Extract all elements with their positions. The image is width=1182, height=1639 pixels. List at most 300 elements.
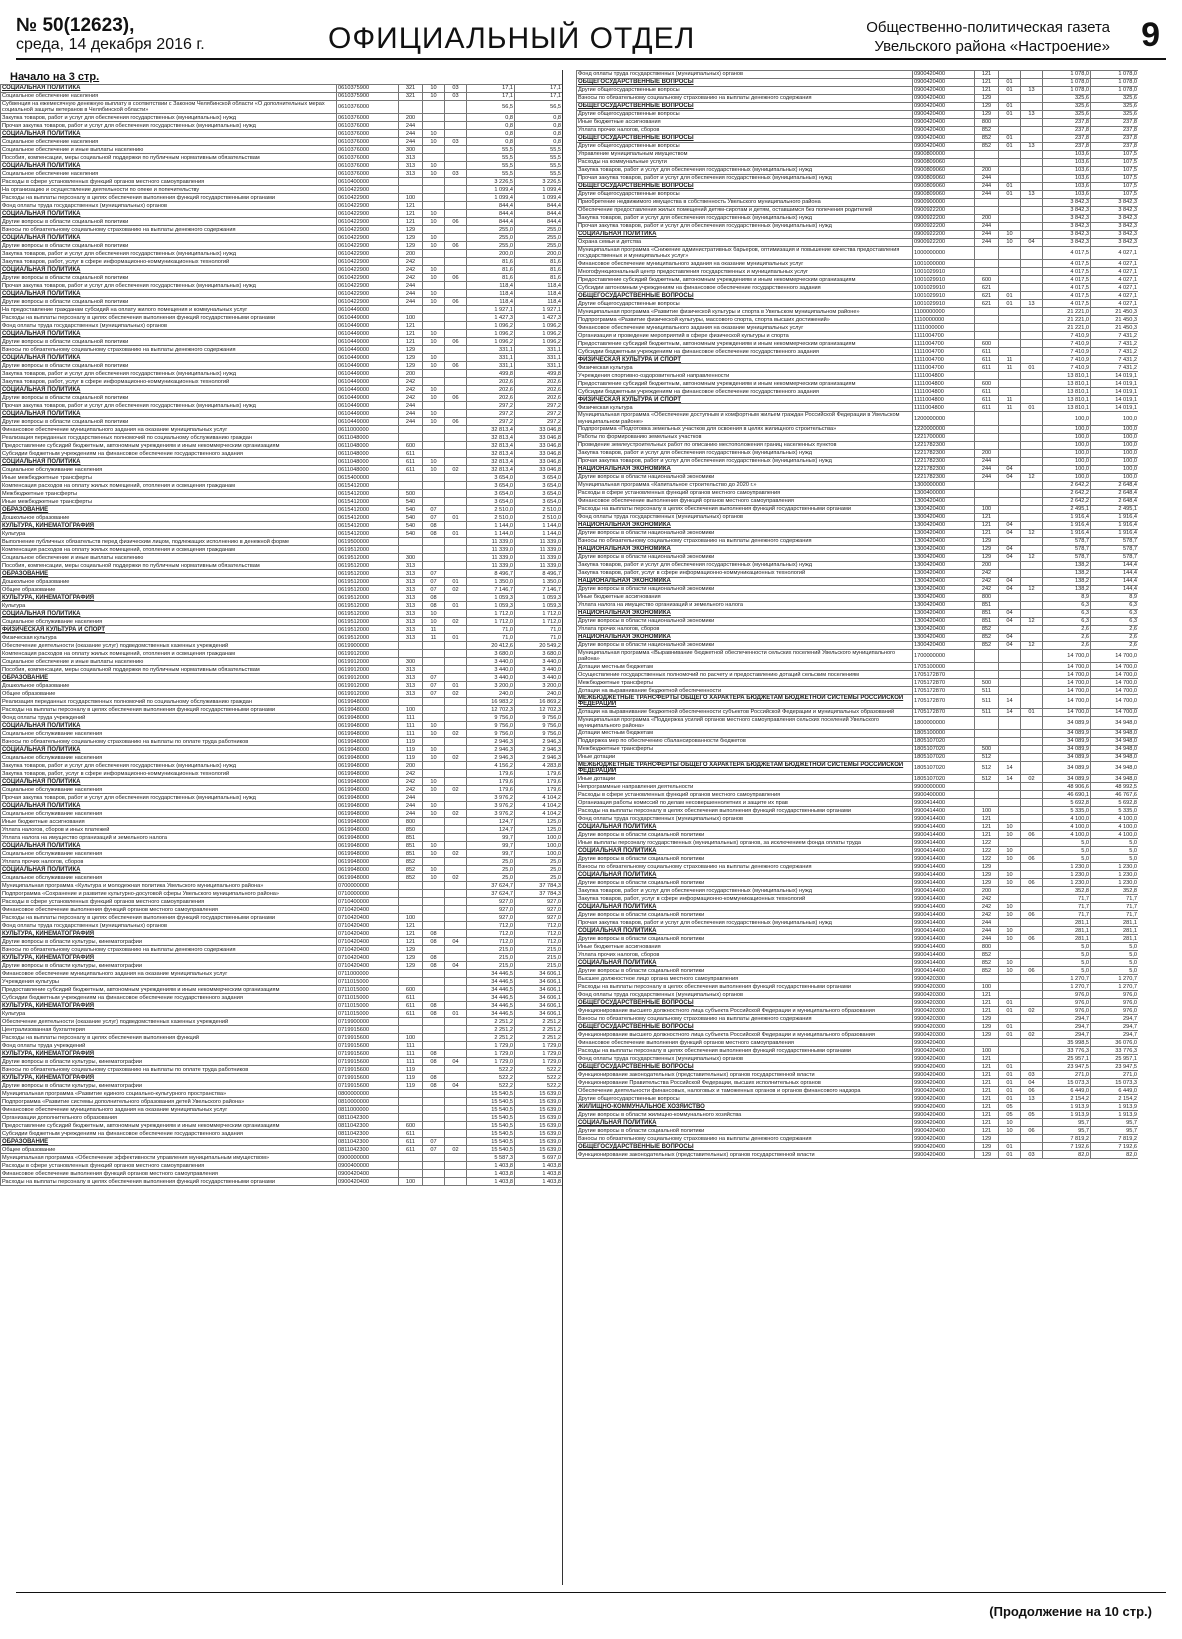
row-subsection [1021, 959, 1043, 967]
budget-row [1, 506, 563, 514]
row-target-code: 0900420400 [913, 71, 975, 79]
row-amount-2017: 81,6 [467, 266, 515, 274]
row-subsection [1021, 991, 1043, 999]
row-name: Взносы по обязательному социальному страхованию на выплаты денежного содержания [1, 226, 337, 234]
row-target-code: 1300420400 [913, 625, 975, 633]
row-expense-type: 129 [975, 553, 999, 561]
row-subsection [445, 378, 467, 386]
row-section [999, 425, 1021, 433]
row-name: НАЦИОНАЛЬНАЯ ЭКОНОМИКА [577, 521, 913, 529]
budget-row [577, 1047, 1139, 1055]
row-name: Расходы на выплаты персоналу в целях обеспечения выполнения функций государственными органами [1, 706, 337, 714]
row-amount-2018: 15 639,0 [515, 1114, 563, 1122]
row-name: Муниципальная программа «Развитие физической культуры и спорта в Увельском муниципальном районе» [577, 308, 913, 316]
row-amount-2017: 202,6 [467, 378, 515, 386]
row-subsection: 04 [445, 1082, 467, 1090]
row-name: СОЦИАЛЬНАЯ ПОЛИТИКА [577, 1119, 913, 1127]
row-subsection [445, 101, 467, 114]
row-amount-2017: 976,0 [1043, 999, 1091, 1007]
row-amount-2017: 8 496,7 [467, 570, 515, 578]
row-target-code: 0710400000 [337, 898, 399, 906]
row-name: Другие общегосударственные вопросы [577, 87, 913, 95]
row-amount-2018: 331,1 [515, 362, 563, 370]
budget-row [1, 786, 563, 794]
row-target-code: 9900000000 [913, 783, 975, 791]
row-target-code: 0615412000 [337, 482, 399, 490]
row-expense-type: 111 [399, 1058, 423, 1066]
row-amount-2017: 255,0 [467, 242, 515, 250]
row-amount-2018: 0,8 [515, 138, 563, 146]
row-target-code: 0900420400 [913, 135, 975, 143]
budget-row [1, 778, 563, 786]
row-name: Подпрограмма «Подготовка земельных участков для освоения в целях жилищного строительства» [577, 425, 913, 433]
row-amount-2017: 34 089,9 [1043, 746, 1091, 754]
row-amount-2017: 3 654,0 [467, 498, 515, 506]
row-subsection: 02 [445, 850, 467, 858]
budget-row [1, 1114, 563, 1122]
budget-row [577, 863, 1139, 871]
row-subsection [445, 1170, 467, 1178]
row-subsection [445, 1122, 467, 1130]
budget-row [577, 332, 1139, 340]
row-expense-type [399, 650, 423, 658]
row-amount-2018: 1 712,0 [515, 610, 563, 618]
row-amount-2018: 118,4 [515, 290, 563, 298]
row-subsection [445, 498, 467, 506]
row-subsection [445, 610, 467, 618]
row-amount-2017: 2 251,2 [467, 1034, 515, 1042]
row-expense-type: 200 [399, 762, 423, 770]
row-amount-2017: 5,0 [1043, 839, 1091, 847]
row-amount-2018: 14 700,0 [1091, 679, 1139, 687]
row-target-code: 0619948000 [337, 706, 399, 714]
budget-row [1, 674, 563, 682]
row-amount-2017: 6,3 [1043, 609, 1091, 617]
row-section [423, 194, 445, 202]
row-expense-type: 800 [975, 593, 999, 601]
row-name: СОЦИАЛЬНАЯ ПОЛИТИКА [1, 162, 337, 170]
row-subsection [445, 1130, 467, 1138]
row-target-code: 9900420300 [913, 999, 975, 1007]
row-section [999, 119, 1021, 127]
row-expense-type: 129 [399, 226, 423, 234]
row-amount-2017: 35 998,5 [1043, 1039, 1091, 1047]
row-target-code: 0611048000 [337, 466, 399, 474]
row-section: 10 [423, 274, 445, 282]
budget-row [577, 79, 1139, 87]
budget-row [577, 276, 1139, 284]
row-section: 10 [423, 362, 445, 370]
row-amount-2018: 4 027,1 [1091, 247, 1139, 260]
row-name: Иные межбюджетные трансферты [1, 474, 337, 482]
row-amount-2018: 100,0 [1091, 449, 1139, 457]
row-expense-type: 121 [399, 338, 423, 346]
row-amount-2017: 32 813,4 [467, 426, 515, 434]
row-section [999, 380, 1021, 388]
row-subsection [1021, 79, 1043, 87]
budget-row [1, 874, 563, 882]
row-name: Другие вопросы в области социальной политики [577, 967, 913, 975]
row-expense-type: 244 [975, 927, 999, 935]
row-expense-type [975, 799, 999, 807]
row-target-code: 0611048000 [337, 434, 399, 442]
row-expense-type: 100 [399, 314, 423, 322]
row-subsection [1021, 489, 1043, 497]
budget-row [577, 545, 1139, 553]
budget-row [577, 855, 1139, 863]
row-name: Муниципальная программа «Капитальное строительство до 2020 г.» [577, 481, 913, 489]
row-name: Другие вопросы в области социальной политики [1, 394, 337, 402]
row-name: ОБЩЕГОСУДАРСТВЕННЫЕ ВОПРОСЫ [577, 135, 913, 143]
budget-row [1, 210, 563, 218]
row-amount-2018: 34 948,0 [1091, 746, 1139, 754]
row-subsection [445, 794, 467, 802]
row-name: Другие вопросы в области социальной политики [1, 218, 337, 226]
row-amount-2017: 3 654,0 [467, 474, 515, 482]
budget-row [1, 434, 563, 442]
row-amount-2017: 4 017,5 [1043, 284, 1091, 292]
row-target-code: 0719915600 [337, 1074, 399, 1082]
row-target-code: 0610449000 [337, 362, 399, 370]
row-amount-2017: 255,0 [467, 234, 515, 242]
row-amount-2018: 11 339,0 [515, 538, 563, 546]
row-expense-type: 200 [975, 887, 999, 895]
row-name: Пособия, компенсации, меры социальной поддержки по публичным нормативным обязательствам [1, 154, 337, 162]
budget-row [1, 370, 563, 378]
row-amount-2018: 4 100,0 [1091, 831, 1139, 839]
row-name: Фонд оплаты труда государственных (муниципальных) органов [577, 815, 913, 823]
row-amount-2017: 103,6 [1043, 167, 1091, 175]
row-section [999, 730, 1021, 738]
row-target-code: 0615412000 [337, 498, 399, 506]
row-subsection [1021, 687, 1043, 695]
row-section [423, 890, 445, 898]
budget-row [1, 306, 563, 314]
row-subsection [1021, 292, 1043, 300]
row-expense-type: 313 [399, 154, 423, 162]
row-amount-2018: 33 046,8 [515, 450, 563, 458]
row-amount-2018: 34 606,1 [515, 1002, 563, 1010]
row-amount-2017: 331,1 [467, 346, 515, 354]
row-name: Социальное обеспечение и иные выплаты населению [1, 554, 337, 562]
row-name: СОЦИАЛЬНАЯ ПОЛИТИКА [1, 410, 337, 418]
row-amount-2017: 297,2 [467, 418, 515, 426]
row-subsection [1021, 1055, 1043, 1063]
row-target-code: 0619948000 [337, 802, 399, 810]
row-amount-2017: 15 540,5 [467, 1098, 515, 1106]
row-expense-type [975, 791, 999, 799]
row-expense-type [399, 978, 423, 986]
row-subsection [1021, 497, 1043, 505]
budget-row [1, 634, 563, 642]
row-expense-type: 313 [399, 594, 423, 602]
row-amount-2017: 1 078,0 [1043, 79, 1091, 87]
row-section [423, 186, 445, 194]
row-amount-2017: 37 624,7 [467, 882, 515, 890]
row-amount-2018: 237,8 [1091, 119, 1139, 127]
row-target-code: 0611048000 [337, 458, 399, 466]
budget-row [1, 914, 563, 922]
row-amount-2018: 107,5 [1091, 159, 1139, 167]
row-name: Пособия, компенсации, меры социальной поддержки по публичным нормативным обязательствам [1, 562, 337, 570]
row-section: 10 [423, 234, 445, 242]
budget-row [1, 362, 563, 370]
row-expense-type: 321 [399, 93, 423, 101]
row-name: Взносы по обязательному социальному страхованию на выплаты денежного содержания [577, 1135, 913, 1143]
row-subsection [1021, 815, 1043, 823]
budget-row [577, 199, 1139, 207]
row-name: Другие вопросы в области социальной политики [577, 911, 913, 919]
row-subsection [445, 1090, 467, 1098]
row-amount-2017: 7 146,7 [467, 586, 515, 594]
row-amount-2018: 34 948,0 [1091, 754, 1139, 762]
row-name: СОЦИАЛЬНАЯ ПОЛИТИКА [577, 847, 913, 855]
row-expense-type: 852 [399, 874, 423, 882]
row-subsection [445, 570, 467, 578]
row-expense-type: 200 [975, 561, 999, 569]
budget-row [577, 1055, 1139, 1063]
row-target-code: 0610376000 [337, 146, 399, 154]
row-section [999, 783, 1021, 791]
row-target-code: 0619512000 [337, 554, 399, 562]
row-section [999, 340, 1021, 348]
row-amount-2018: 71,7 [1091, 895, 1139, 903]
row-subsection [445, 258, 467, 266]
row-expense-type: 611 [975, 356, 999, 364]
row-section [999, 1135, 1021, 1143]
row-name: Предоставление субсидий бюджетным, автономным учреждениям и иным некоммерческим организациям [1, 986, 337, 994]
row-subsection [1021, 1063, 1043, 1071]
row-section: 04 [999, 529, 1021, 537]
row-amount-2017: 215,0 [467, 962, 515, 970]
budget-row [577, 593, 1139, 601]
row-section [999, 268, 1021, 276]
row-amount-2017: 99,7 [467, 842, 515, 850]
row-section: 01 [999, 111, 1021, 119]
row-expense-type: 200 [399, 114, 423, 122]
row-section: 10 [423, 210, 445, 218]
row-expense-type: 111 [399, 1050, 423, 1058]
row-section: 01 [999, 1087, 1021, 1095]
paper-name [866, 18, 1110, 56]
row-amount-2018: 712,0 [515, 938, 563, 946]
row-expense-type: 800 [975, 943, 999, 951]
row-target-code: 0615412000 [337, 530, 399, 538]
row-amount-2018: 55,5 [515, 146, 563, 154]
row-section [423, 706, 445, 714]
row-expense-type: 611 [399, 466, 423, 474]
row-amount-2018: 4 027,1 [1091, 268, 1139, 276]
budget-row [577, 738, 1139, 746]
row-section: 10 [423, 850, 445, 858]
row-expense-type: 512 [975, 754, 999, 762]
row-section: 08 [423, 602, 445, 610]
budget-row [577, 815, 1139, 823]
row-name: ОБЩЕГОСУДАРСТВЕННЫЕ ВОПРОСЫ [577, 79, 913, 87]
budget-row [1, 258, 563, 266]
row-amount-2017: 1 096,2 [467, 330, 515, 338]
row-amount-2017: 1 403,8 [467, 1178, 515, 1186]
row-name: Уплата налога на имущество организаций и земельного налога [577, 601, 913, 609]
row-amount-2017: 1 427,3 [467, 314, 515, 322]
row-subsection [1021, 671, 1043, 679]
row-expense-type: 242 [399, 378, 423, 386]
row-target-code: 9900414400 [913, 919, 975, 927]
row-section [999, 247, 1021, 260]
row-amount-2017: 100,0 [1043, 473, 1091, 481]
row-amount-2017: 15 540,5 [467, 1146, 515, 1154]
row-section: 01 [999, 183, 1021, 191]
row-target-code: 0610376000 [337, 170, 399, 178]
row-amount-2017: 15 540,5 [467, 1138, 515, 1146]
row-amount-2017: 25,0 [467, 874, 515, 882]
row-amount-2017: 138,2 [1043, 561, 1091, 569]
issue-info [16, 16, 205, 54]
row-name: Иные бюджетные ассигнования [577, 119, 913, 127]
row-target-code: 1300420400 [913, 569, 975, 577]
row-subsection [1021, 951, 1043, 959]
row-subsection [1021, 521, 1043, 529]
row-amount-2017: 3 842,3 [1043, 231, 1091, 239]
row-name: ОБЩЕГОСУДАРСТВЕННЫЕ ВОПРОСЫ [577, 1143, 913, 1151]
row-amount-2018: 25 957,1 [1091, 1055, 1139, 1063]
row-name: Финансовое обеспечение муниципального задания на оказание муниципальных услуг [1, 970, 337, 978]
budget-row [1, 946, 563, 954]
row-amount-2018: 46 767,6 [1091, 791, 1139, 799]
row-section: 04 [999, 617, 1021, 625]
row-expense-type [399, 1154, 423, 1162]
row-expense-type: 119 [399, 1066, 423, 1074]
row-section: 08 [423, 938, 445, 946]
row-target-code: 0610449000 [337, 322, 399, 330]
row-name: СОЦИАЛЬНАЯ ПОЛИТИКА [1, 386, 337, 394]
row-amount-2017: 0,8 [467, 114, 515, 122]
row-name: Реализация переданных государственных полномочий по социальному обслуживанию граждан [1, 698, 337, 706]
row-subsection: 03 [445, 93, 467, 101]
row-name: Прочая закупка товаров, работ и услуг для обеспечения государственных (муниципальных) нужд [1, 282, 337, 290]
budget-row [577, 481, 1139, 489]
row-subsection [445, 642, 467, 650]
row-name: Закупка товаров, работ и услуг для обеспечения государственных (муниципальных) нужд [1, 762, 337, 770]
row-subsection [445, 266, 467, 274]
row-expense-type: 244 [399, 794, 423, 802]
row-subsection [445, 1162, 467, 1170]
budget-row [577, 1103, 1139, 1111]
row-amount-2017: 99,7 [467, 834, 515, 842]
row-amount-2018: 1 712,0 [515, 618, 563, 626]
row-target-code: 1300420400 [913, 561, 975, 569]
row-expense-type: 313 [399, 626, 423, 634]
budget-row [1, 346, 563, 354]
row-amount-2017: 2 946,3 [467, 746, 515, 754]
row-amount-2017: 578,7 [1043, 537, 1091, 545]
budget-row [1, 826, 563, 834]
row-subsection [1021, 863, 1043, 871]
row-target-code: 0719915600 [337, 1066, 399, 1074]
row-name: Другие вопросы в области культуры, кинематографии [1, 1058, 337, 1066]
row-section [423, 101, 445, 114]
row-amount-2018: 1 099,4 [515, 194, 563, 202]
budget-row [1, 450, 563, 458]
budget-row [1, 538, 563, 546]
budget-row [577, 380, 1139, 388]
row-target-code: 0610422900 [337, 258, 399, 266]
row-amount-2018: 1 927,1 [515, 306, 563, 314]
row-expense-type: 851 [399, 834, 423, 842]
budget-row [1, 154, 563, 162]
row-section [999, 561, 1021, 569]
row-subsection: 13 [1021, 111, 1043, 119]
row-section: 10 [423, 330, 445, 338]
row-name: Уплата прочих налогов, сборов [577, 625, 913, 633]
row-subsection [445, 714, 467, 722]
row-amount-2017: 499,8 [467, 370, 515, 378]
row-name: Общее образование [1, 1146, 337, 1154]
row-expense-type [399, 1018, 423, 1026]
row-expense-type: 540 [399, 514, 423, 522]
row-amount-2017: 3 440,0 [467, 674, 515, 682]
row-expense-type: 611 [399, 458, 423, 466]
budget-row [577, 1039, 1139, 1047]
row-amount-2018: 20 549,2 [515, 642, 563, 650]
row-target-code: 0610376000 [337, 162, 399, 170]
row-subsection [1021, 348, 1043, 356]
budget-row [1, 722, 563, 730]
budget-row [1, 93, 563, 101]
row-subsection [1021, 561, 1043, 569]
row-target-code: 0615412000 [337, 514, 399, 522]
budget-row [1, 194, 563, 202]
row-name: Муниципальная программа «Культура и молодежная политика Увельского муниципального района» [1, 882, 337, 890]
row-amount-2017: 2 154,2 [1043, 1095, 1091, 1103]
row-amount-2018: 9 756,0 [515, 730, 563, 738]
row-amount-2018: 297,2 [515, 410, 563, 418]
row-section [999, 316, 1021, 324]
row-subsection [1021, 663, 1043, 671]
row-amount-2018: 14 700,0 [1091, 649, 1139, 662]
row-section: 04 [999, 473, 1021, 481]
row-subsection [1021, 199, 1043, 207]
row-section [423, 898, 445, 906]
row-amount-2017: 6,3 [1043, 617, 1091, 625]
budget-row [1, 85, 563, 93]
row-amount-2017: 1 729,0 [467, 1058, 515, 1066]
row-amount-2018: 215,0 [515, 954, 563, 962]
row-name: Социальное обеспечение и иные выплаты населению [1, 658, 337, 666]
footer-rule [16, 1592, 1166, 1593]
row-amount-2017: 4 100,0 [1043, 815, 1091, 823]
row-expense-type [399, 1106, 423, 1114]
row-section: 10 [423, 754, 445, 762]
row-target-code: 0610449000 [337, 386, 399, 394]
row-name: Финансовое обеспечение муниципального задания на оказание муниципальных услуг [1, 426, 337, 434]
row-target-code: 0619912000 [337, 650, 399, 658]
row-subsection: 12 [1021, 617, 1043, 625]
row-target-code: 0610449000 [337, 306, 399, 314]
row-section [423, 482, 445, 490]
row-subsection [445, 114, 467, 122]
budget-row [1, 426, 563, 434]
row-section: 08 [423, 1074, 445, 1082]
row-expense-type: 244 [975, 183, 999, 191]
row-amount-2017: 331,1 [467, 354, 515, 362]
row-expense-type: 313 [399, 578, 423, 586]
budget-row [577, 708, 1139, 716]
budget-row [577, 775, 1139, 783]
row-target-code: 0615412000 [337, 522, 399, 530]
row-amount-2018: 71,7 [1091, 903, 1139, 911]
row-expense-type: 119 [399, 1074, 423, 1082]
